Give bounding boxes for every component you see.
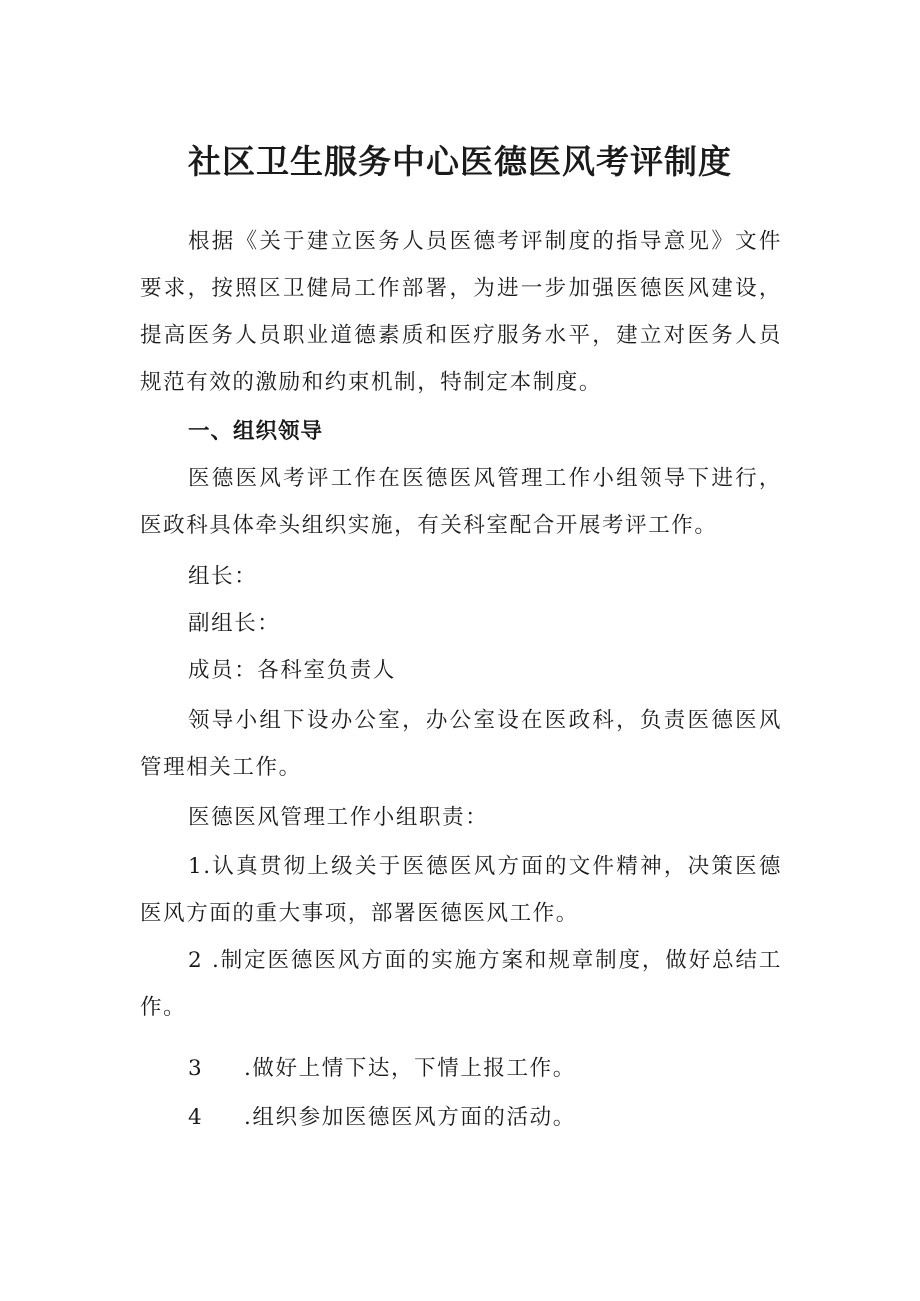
deputy-leader-line: 副组长： <box>188 611 281 636</box>
duty-item-3 <box>188 1045 576 1092</box>
members-line: 成员：各科室负责人 <box>188 658 396 683</box>
duty-item-4 <box>188 1094 576 1141</box>
duty-item-2: 2 .制定医德医风方面的实施方案和规章制度，做好总结工作。 <box>140 948 782 1020</box>
section-heading-organization: 一、组织领导 <box>188 419 324 444</box>
intro-paragraph: 根据《关于建立医务人员医德考评制度的指导意见》文件要求，按照区卫健局工作部署，为进一步加强医德医风建设，提高医务人员职业道德素质和医疗服务水平，建立对医务人员规范有效的激励和约束机制，特制定本制度。 <box>140 229 782 395</box>
document-title: 社区卫生服务中心医德医风考评制度 <box>188 142 732 181</box>
duties-heading: 医德医风管理工作小组职责： <box>188 805 489 830</box>
duty-item-3-number: 3 <box>188 1056 204 1081</box>
duty-item-1: 1.认真贯彻上级关于医德医风方面的文件精神，决策医德医风方面的重大事项，部署医德医风工作。 <box>140 854 782 926</box>
duty-item-4-number: 4 <box>188 1105 204 1130</box>
duty-item-3-text: .做好上情下达，下情上报工作。 <box>244 1056 576 1081</box>
leader-line: 组长： <box>188 564 258 589</box>
office-paragraph: 领导小组下设办公室，办公室设在医政科，负责医德医风管理相关工作。 <box>140 708 782 780</box>
duty-item-4-text: .组织参加医德医风方面的活动。 <box>244 1105 576 1130</box>
organization-paragraph: 医德医风考评工作在医德医风管理工作小组领导下进行，医政科具体牵头组织实施，有关科室配合开展考评工作。 <box>140 466 782 538</box>
